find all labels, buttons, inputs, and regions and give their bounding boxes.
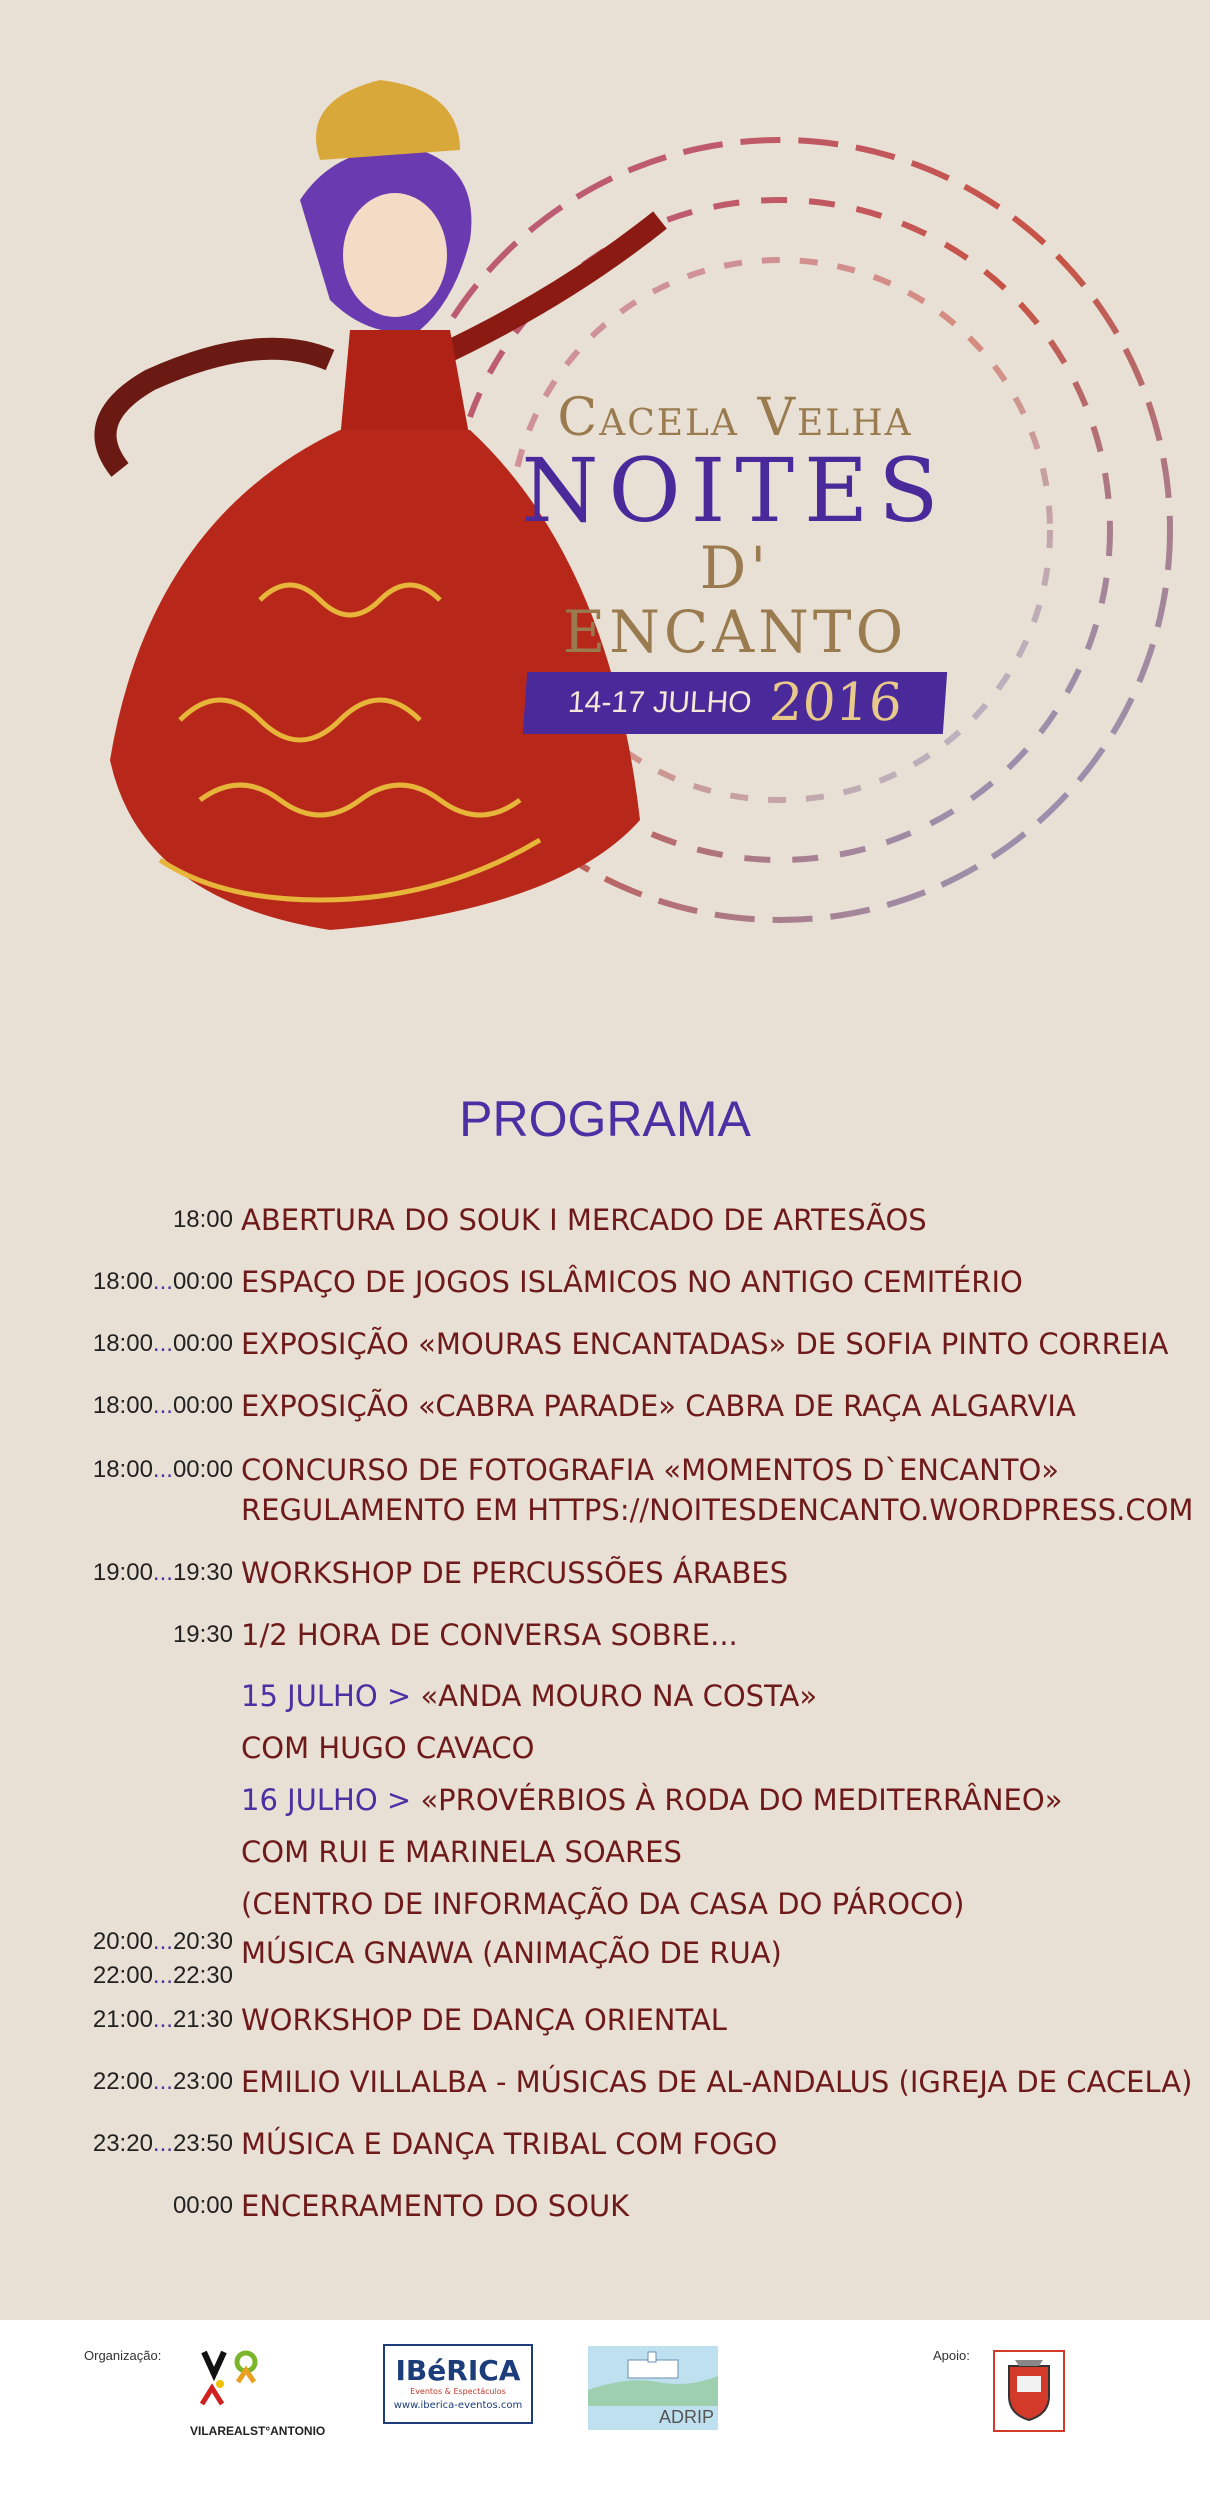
event-text: EXPOSIÇÃO «CABRA PARADE» CABRA DE RAÇA ALGARVIA	[241, 1389, 1076, 1423]
apoio-label: Apoio:	[933, 2348, 970, 2363]
event-title-block	[520, 390, 950, 734]
adrip-label: ADRIP	[658, 2407, 714, 2427]
schedule-row	[0, 2124, 777, 2164]
event-text: 1/2 HORA DE CONVERSA SOBRE...	[241, 1618, 738, 1652]
vrsa-logo	[190, 2348, 340, 2448]
vrsa-emblem-icon	[198, 2348, 278, 2410]
talk-guest: COM RUI E MARINELA SOARES	[241, 1835, 682, 1869]
event-text: ABERTURA DO SOUK I MERCADO DE ARTESÃOS	[241, 1203, 927, 1237]
time-cell: 19:30	[172, 1621, 233, 1648]
event-dates: 14-17 JULHO	[566, 686, 753, 719]
talk-title: «PROVÉRBIOS À RODA DO MEDITERRÂNEO»	[420, 1783, 1063, 1817]
event-line-url: REGULAMENTO EM HTTPS://NOITESDENCANTO.WORDPRESS.COM	[241, 1493, 1194, 1527]
time-cell: 18:00...00:00	[92, 1392, 233, 1419]
schedule-row	[0, 1450, 1193, 1530]
event-text	[233, 1450, 1193, 1530]
schedule-row	[0, 1262, 1023, 1302]
event-text: MÚSICA E DANÇA TRIBAL COM FOGO	[241, 2127, 778, 2161]
event-title: NOITES	[521, 439, 949, 542]
event-line: CONCURSO DE FOTOGRAFIA «MOMENTOS D`ENCANTO»	[241, 1453, 1060, 1487]
event-text: WORKSHOP DE PERCUSSÕES ÁRABES	[241, 1556, 789, 1590]
schedule-row	[0, 2186, 629, 2226]
schedule-row	[0, 2062, 1192, 2102]
schedule-row	[0, 1324, 1168, 1364]
talk-venue: (CENTRO DE INFORMAÇÃO DA CASA DO PÁROCO)	[241, 1887, 965, 1921]
event-text: EXPOSIÇÃO «MOURAS ENCANTADAS» DE SOFIA PINTO CORREIA	[241, 1327, 1169, 1361]
coat-of-arms-icon	[995, 2352, 1063, 2430]
programa-heading: PROGRAMA	[459, 1091, 751, 1147]
dates-banner	[523, 672, 947, 734]
schedule-row	[0, 1200, 927, 1240]
talk-item	[241, 1774, 1062, 1826]
talk-details	[0, 1670, 1062, 1930]
time-cell: 00:00	[172, 2192, 233, 2219]
iberica-name: IBéRICA	[395, 2354, 521, 2387]
event-text: EMILIO VILLALBA - MÚSICAS DE AL-ANDALUS (IGREJA DE CACELA)	[241, 2065, 1193, 2099]
organizacao-label: Organização:	[84, 2348, 162, 2363]
schedule-row	[0, 1615, 738, 1655]
schedule-row	[0, 1925, 782, 1993]
time-cell: 23:20...23:50	[92, 2130, 233, 2157]
schedule-row	[0, 2000, 727, 2040]
hero-illustration	[0, 0, 1210, 1000]
place-name: Cacela Velha	[557, 388, 913, 448]
adrip-village-icon	[588, 2346, 718, 2406]
talk-day: 15 JULHO >	[241, 1679, 412, 1713]
time-cell: 22:00...23:00	[92, 2068, 233, 2095]
adrip-logo	[588, 2346, 718, 2430]
iberica-logo	[383, 2344, 533, 2424]
talk-title: «ANDA MOURO NA COSTA»	[420, 1679, 818, 1713]
vrsa-caption: VILAREALST°ANTONIO	[190, 2424, 326, 2438]
time-cell: 21:00...21:30	[92, 2006, 233, 2033]
schedule-row	[0, 1553, 788, 1593]
schedule-row	[0, 1386, 1076, 1426]
sponsors-footer	[0, 2320, 1210, 2504]
time-cell: 18:00...00:00	[92, 1330, 233, 1357]
talk-list	[233, 1670, 1062, 1930]
time-cell: 20:00...20:30 22:00...22:30	[92, 1928, 233, 1989]
event-text: ENCERRAMENTO DO SOUK	[241, 2189, 630, 2223]
time-cell: 18:00...00:00	[92, 1268, 233, 1295]
event-text: WORKSHOP DE DANÇA ORIENTAL	[241, 2003, 727, 2037]
parish-logo	[993, 2350, 1065, 2432]
time-cell: 19:00...19:30	[92, 1559, 233, 1586]
iberica-url: www.iberica-eventos.com	[393, 2400, 523, 2411]
time-cell: 18:00...00:00	[92, 1456, 233, 1483]
talk-day: 16 JULHO >	[241, 1783, 412, 1817]
event-text: ESPAÇO DE JOGOS ISLÂMICOS NO ANTIGO CEMITÉRIO	[241, 1265, 1023, 1299]
event-subtitle: D' ENCANTO	[562, 534, 908, 666]
event-text: MÚSICA GNAWA (ANIMAÇÃO DE RUA)	[241, 1936, 782, 1970]
talk-item	[241, 1670, 1062, 1722]
iberica-tagline: Eventos & Espectáculos	[410, 2387, 506, 2396]
event-year: 2016	[767, 673, 904, 733]
time-cell: 18:00	[172, 1206, 233, 1233]
talk-guest: COM HUGO CAVACO	[241, 1731, 535, 1765]
